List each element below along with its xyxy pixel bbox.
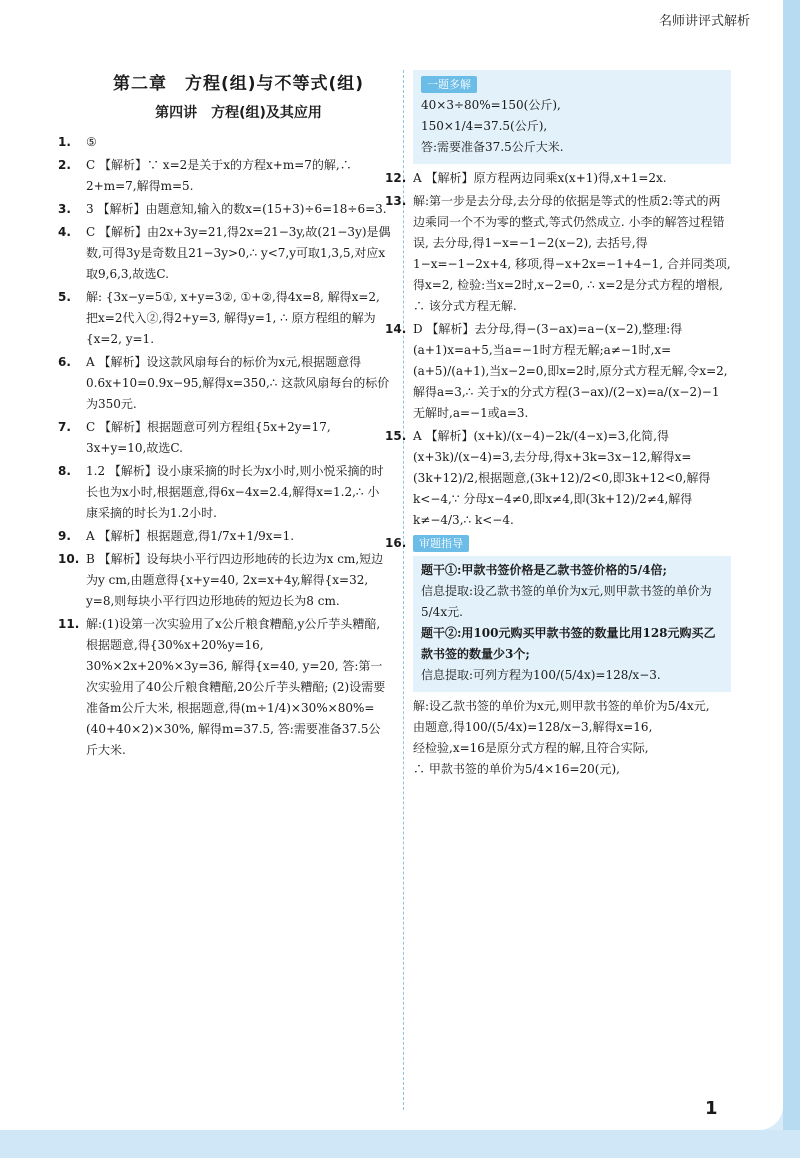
guide-line: 信息提取:可列方程为100/(5/4x)=128/x−3. <box>421 668 661 682</box>
right-answer-list <box>385 168 731 554</box>
answer-item <box>58 222 391 285</box>
item-text: C 【解析】由2x+3y=21,得2x=21−3y,故(21−3y)是偶数,可得3y是奇数且21−3y>0,∴ y<7,y可取1,3,5,对应x取9,6,3,故选C. <box>86 225 391 281</box>
item-text: D 【解析】去分母,得−(3−ax)=a−(x−2),整理:得(a+1)x=a+5,当a=−1时方程无解;a≠−1时,x=(a+5)/(a+1),当x−2=0,即x=2时,原分式方程无解,令x=2,解得a=3,∴ 关于x的分式方程(3−ax)/(2−x)=a/(x−2)−1无解时,a=−1或a=3. <box>413 322 728 420</box>
sol-line: ∴ 甲款书签的单价为5/4×16=20(元), <box>413 762 620 776</box>
answer-item <box>58 199 391 220</box>
answer-item <box>385 426 731 531</box>
multi-solution-tag: 一题多解 <box>421 76 477 93</box>
item-number: 5. <box>58 290 71 304</box>
answer-item <box>58 614 391 761</box>
item-text: 1.2 【解析】设小康采摘的时长为x小时,则小悦采摘的时长也为x小时,根据题意,得6x−4x=2.4,解得x=1.2,∴ 小康采摘的时长为1.2小时. <box>86 464 384 520</box>
answer-item <box>58 132 391 153</box>
item-number: 13. <box>385 194 407 208</box>
item-number: 12. <box>385 171 407 185</box>
answer-item <box>385 168 731 189</box>
right-column <box>385 70 731 780</box>
item-number: 16. <box>385 536 407 550</box>
answer-item <box>58 352 391 415</box>
box-line: 150×1/4=37.5(公斤), <box>421 119 548 133</box>
answer-item <box>58 155 391 197</box>
item-number: 2. <box>58 158 71 172</box>
item-text: B 【解析】设每块小平行四边形地砖的长边为x cm,短边为y cm,由题意得{x+y=40, 2x=x+4y,解得{x=32, y=8,则每块小平行四边形地砖的短边长为8 cm. <box>86 552 384 608</box>
box-line: 答:需要准备37.5公斤大米. <box>421 140 564 154</box>
guide-line: 题干②:用100元购买甲款书签的数量比用128元购买乙款书签的数量少3个; <box>421 626 716 661</box>
item-text: C 【解析】∵ x=2是关于x的方程x+m=7的解,∴ 2+m=7,解得m=5. <box>86 158 352 193</box>
item-number: 7. <box>58 420 71 434</box>
item-text: A 【解析】(x+k)/(x−4)−2k/(4−x)=3,化简,得(x+3k)/(x−4)=3,去分母,得x+3k=3x−12,解得x=(3k+12)/2,根据题意,(3k+12)/2<0,即3k+12<0,解得k<−4,∵ 分母x−4≠0,即x≠4,即(3k+12)/2≠4,解得k≠−4/3,∴ k<−4. <box>413 429 711 527</box>
item-number: 3. <box>58 202 71 216</box>
left-column <box>58 70 391 763</box>
multi-solution-box <box>413 70 731 164</box>
item-text: C 【解析】根据题意可列方程组{5x+2y=17, 3x+y=10,故选C. <box>86 420 331 455</box>
item-text: 3 【解析】由题意知,输入的数x=(15+3)÷6=18÷6=3. <box>86 202 387 216</box>
item-number: 8. <box>58 464 71 478</box>
box-line: 40×3÷80%=150(公斤), <box>421 98 561 112</box>
page-header: 名师讲评式解析 <box>658 14 750 29</box>
answer-item <box>58 526 391 547</box>
item-number: 10. <box>58 552 80 566</box>
answer-item <box>58 549 391 612</box>
item-text: 解: {3x−y=5①, x+y=3②, ①+②,得4x=8, 解得x=2, 把x=2代入②,得2+y=3, 解得y=1, ∴ 原方程组的解为{x=2, y=1. <box>86 290 380 346</box>
item-number: 15. <box>385 429 407 443</box>
item-text: ⑤ <box>86 135 97 149</box>
item-number: 11. <box>58 617 80 631</box>
item-number: 6. <box>58 355 71 369</box>
item-text: A 【解析】设这款风扇每台的标价为x元,根据题意得0.6x+10=0.9x−95,解得x=350,∴ 这款风扇每台的标价为350元. <box>86 355 390 411</box>
guide-line: 信息提取:设乙款书签的单价为x元,则甲款书签的单价为5/4x元. <box>421 584 712 619</box>
item-text: 审题指导 <box>413 535 469 552</box>
answer-item <box>58 417 391 459</box>
item-text: 解:第一步是去分母,去分母的依据是等式的性质2:等式的两边乘同一个不为零的整式,等式仍然成立. 小李的解答过程错误, 去分母,得1−x=−1−2(x−2), 去括号,得1−x=−1−2x+4, 移项,得−x+2x=−1+4−1, 合并同类项,得x=2, 检验:当x=2时,x−2=0, ∴ x=2是分式方程的增根, ∴ 该分式方程无解. <box>413 194 731 313</box>
chapter-title: 第二章 方程(组)与不等式(组) <box>112 74 365 94</box>
item-number: 14. <box>385 322 407 336</box>
solution-16 <box>413 696 731 780</box>
item-text: A 【解析】根据题意,得1/7x+1/9x=1. <box>86 529 295 543</box>
bottom-edge-strip <box>0 1130 800 1158</box>
sol-line: 经检验,x=16是原分式方程的解,且符合实际, <box>413 741 649 755</box>
lesson-title: 第四讲 方程(组)及其应用 <box>155 105 322 121</box>
item-number: 4. <box>58 225 71 239</box>
left-answer-list <box>58 132 391 761</box>
right-edge-strip <box>783 0 800 1158</box>
column-divider <box>403 70 404 1110</box>
item-number: 9. <box>58 529 71 543</box>
item-text: 解:(1)设第一次实验用了x公斤粮食糟醅,y公斤芋头糟醅, 根据题意,得{30%x+20%y=16, 30%×2x+20%×3y=36, 解得{x=40, y=20, 答:第一次实验用了40公斤粮食糟醅,20公斤芋头糟醅; (2)设需要准备m公斤大米, 根据题意,得(m÷1/4)×30%×80%=(40+40×2)×30%, 解得m=37.5, 答:需要准备37.5公斤大米. <box>86 617 386 757</box>
page-number: 1 <box>705 1098 718 1119</box>
sol-line: 由题意,得100/(5/4x)=128/x−3,解得x=16, <box>413 720 653 734</box>
sol-line: 解:设乙款书签的单价为x元,则甲款书签的单价为5/4x元, <box>413 699 710 713</box>
guide-line: 题干①:甲款书签价格是乙款书签价格的5/4倍; <box>421 563 667 577</box>
item-number: 1. <box>58 135 71 149</box>
answer-item <box>385 191 731 317</box>
answer-item <box>385 319 731 424</box>
item-text: A 【解析】原方程两边同乘x(x+1)得,x+1=2x. <box>413 171 667 185</box>
answer-item <box>58 461 391 524</box>
answer-item <box>58 287 391 350</box>
guide-box <box>413 556 731 692</box>
answer-item <box>385 533 731 554</box>
